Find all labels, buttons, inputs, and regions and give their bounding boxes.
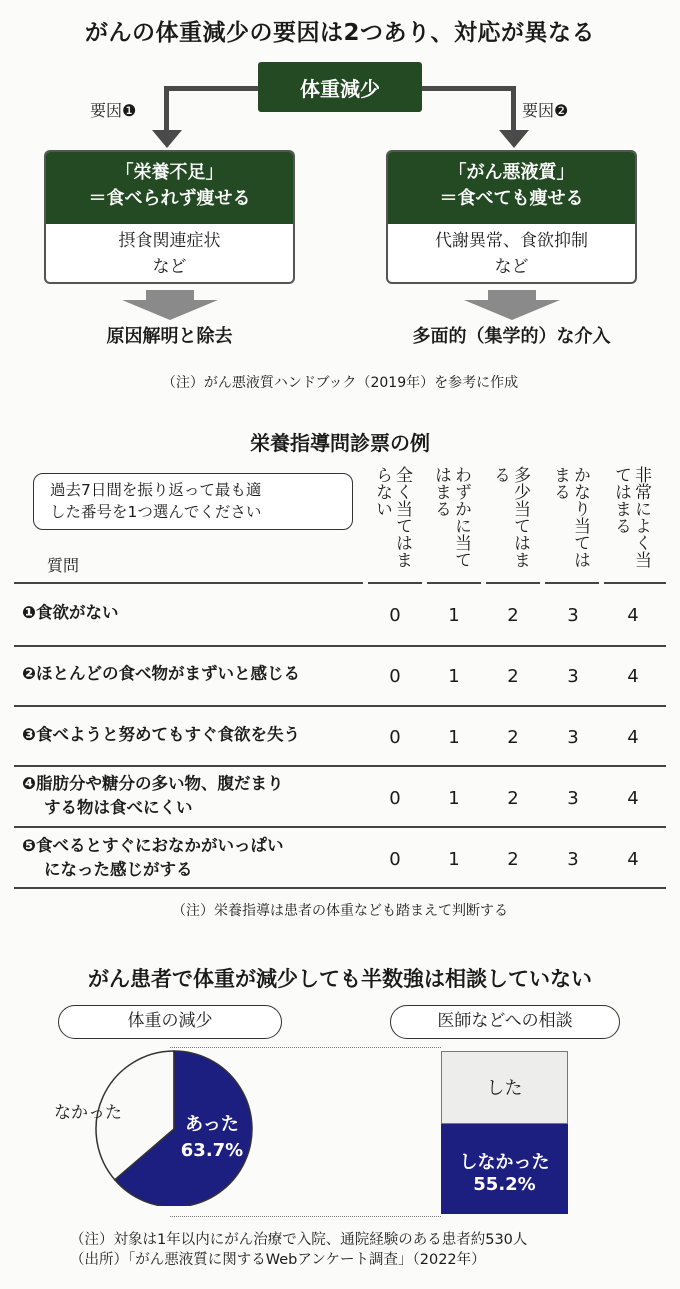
question-row-5 xyxy=(22,834,283,882)
bar-segment-yes xyxy=(441,1051,568,1124)
row-divider xyxy=(14,645,666,647)
score-cell: 3 xyxy=(567,605,579,626)
cause-title: 「栄養不足」 xyxy=(115,162,224,183)
cause-detail: 代謝異常、食欲抑制 xyxy=(435,231,588,251)
column-header-1: わずかに当てはまる xyxy=(431,466,471,568)
row-divider xyxy=(14,887,666,889)
score-cell: 4 xyxy=(627,849,639,870)
instruction-box xyxy=(33,473,353,530)
bar-segment-no xyxy=(441,1124,568,1214)
score-cell: 0 xyxy=(389,605,401,626)
score-cell: 2 xyxy=(507,666,519,687)
chart-title: がん患者で体重が減少しても半数強は相談していない xyxy=(88,967,592,991)
number-badge-icon: ❷ xyxy=(22,664,36,683)
diagram-title: がんの体重減少の要因は2つあり、対応が異なる xyxy=(84,20,595,46)
pie-slice-yes-label: あった xyxy=(185,1114,239,1135)
arrow-down-icon xyxy=(499,130,529,150)
block-arrow-icon xyxy=(464,290,560,320)
score-cell: 4 xyxy=(627,788,639,809)
connector-right-v xyxy=(511,86,516,136)
bar-segment-yes-label: した xyxy=(486,1078,523,1099)
question-text: ほとんどの食べ物がまずいと感じる xyxy=(35,664,300,683)
arrow-down-icon xyxy=(152,130,182,150)
header-rule xyxy=(604,582,666,584)
score-cell: 2 xyxy=(507,727,519,748)
question-text-cont: になった感じがする xyxy=(44,860,193,879)
cause-node-header xyxy=(388,152,635,224)
column-header-question: 質問 xyxy=(47,556,80,575)
table-note: （注）栄養指導は患者の体重なども踏まえて判断する xyxy=(172,903,508,919)
cause-node-nutrition xyxy=(44,150,295,284)
guide-line xyxy=(170,1216,441,1217)
score-cell: 3 xyxy=(567,666,579,687)
header-rule xyxy=(14,582,363,584)
block-arrow-icon xyxy=(122,290,218,320)
number-badge-icon: ❺ xyxy=(22,836,36,855)
connector-right-h xyxy=(420,86,516,91)
score-cell: 3 xyxy=(567,849,579,870)
score-cell: 0 xyxy=(389,849,401,870)
cause-detail-suffix: など xyxy=(152,257,187,277)
score-cell: 0 xyxy=(389,727,401,748)
score-cell: 1 xyxy=(448,727,460,748)
question-text: 食欲がない xyxy=(35,603,119,622)
number-badge-icon: ❸ xyxy=(22,725,36,744)
cause-subtitle: ＝食べても痩せる xyxy=(439,188,584,209)
outcome-label-1: 原因解明と除去 xyxy=(106,326,233,347)
factor-label-1: 要因❶ xyxy=(90,101,137,120)
cause-node-body xyxy=(388,224,635,280)
pie-slice-no-label: なかった xyxy=(54,1103,122,1123)
column-header-4: 非常によく当てはまる xyxy=(611,466,651,568)
pie-slice-yes-value: 63.7% xyxy=(180,1140,244,1161)
column-header-3: かなり当てはまる xyxy=(550,466,590,568)
score-cell: 2 xyxy=(507,788,519,809)
score-cell: 1 xyxy=(448,849,460,870)
diagram-note: （注）がん悪液質ハンドブック（2019年）を参考に作成 xyxy=(161,375,519,391)
table-title: 栄養指導問診票の例 xyxy=(250,431,430,455)
number-badge-icon: ❶ xyxy=(22,603,36,622)
chart-source: （出所）「がん悪液質に関するWebアンケート調査」（2022年） xyxy=(70,1252,486,1268)
header-rule xyxy=(545,582,599,584)
row-divider xyxy=(14,765,666,767)
column-header-2: 多少当てはまる xyxy=(490,466,530,568)
cause-node-cachexia xyxy=(386,150,637,284)
connector-left-h xyxy=(164,86,260,91)
score-cell: 1 xyxy=(448,666,460,687)
cause-detail: 摂食関連症状 xyxy=(118,231,221,251)
connector-left-v xyxy=(164,86,169,136)
chart-notes xyxy=(70,1230,527,1270)
header-rule xyxy=(486,582,540,584)
score-cell: 4 xyxy=(627,605,639,626)
pie-chart-label: 体重の減少 xyxy=(58,1005,282,1039)
question-text: 脂肪分や糖分の多い物、腹だまり xyxy=(35,774,284,793)
column-header-0: 全く当てはまらない xyxy=(372,466,412,568)
score-cell: 0 xyxy=(389,788,401,809)
score-cell: 3 xyxy=(567,727,579,748)
cause-node-body xyxy=(46,224,293,280)
question-text-cont: する物は食べにくい xyxy=(44,798,193,817)
pie-chart xyxy=(74,1046,274,1206)
question-text: 食べようと努めてもすぐ食欲を失う xyxy=(35,725,300,744)
bar-segment-no-label: しなかった xyxy=(459,1152,550,1173)
root-node: 体重減少 xyxy=(258,62,422,112)
factor-label-2: 要因❷ xyxy=(522,101,569,120)
cause-subtitle: ＝食べられず痩せる xyxy=(88,188,251,209)
bar-chart-label: 医師などへの相談 xyxy=(390,1005,620,1039)
row-divider xyxy=(14,826,666,828)
header-rule xyxy=(427,582,481,584)
score-cell: 3 xyxy=(567,788,579,809)
score-cell: 2 xyxy=(507,605,519,626)
cause-detail-suffix: など xyxy=(494,257,529,277)
score-cell: 1 xyxy=(448,605,460,626)
question-row-4 xyxy=(22,772,283,820)
score-cell: 0 xyxy=(389,666,401,687)
header-rule xyxy=(368,582,422,584)
row-divider xyxy=(14,705,666,707)
outcome-label-2: 多面的（集学的）な介入 xyxy=(412,326,611,347)
cause-title: 「がん悪液質」 xyxy=(448,162,575,183)
bar-segment-no-value: 55.2% xyxy=(473,1174,536,1195)
question-row-2 xyxy=(22,662,300,686)
question-row-3 xyxy=(22,723,300,747)
question-row-1 xyxy=(22,601,118,625)
instruction-line: した番号を1つ選んでください xyxy=(50,503,262,521)
chart-note: （注）対象は1年以内にがん治療で入院、通院経験のある患者約530人 xyxy=(70,1232,528,1248)
score-cell: 1 xyxy=(448,788,460,809)
question-text: 食べるとすぐにおなかがいっぱい xyxy=(35,836,284,855)
cause-node-header xyxy=(46,152,293,224)
number-badge-icon: ❹ xyxy=(22,774,36,793)
score-cell: 4 xyxy=(627,727,639,748)
instruction-line: 過去7日間を振り返って最も適 xyxy=(50,481,262,499)
score-cell: 2 xyxy=(507,849,519,870)
score-cell: 4 xyxy=(627,666,639,687)
